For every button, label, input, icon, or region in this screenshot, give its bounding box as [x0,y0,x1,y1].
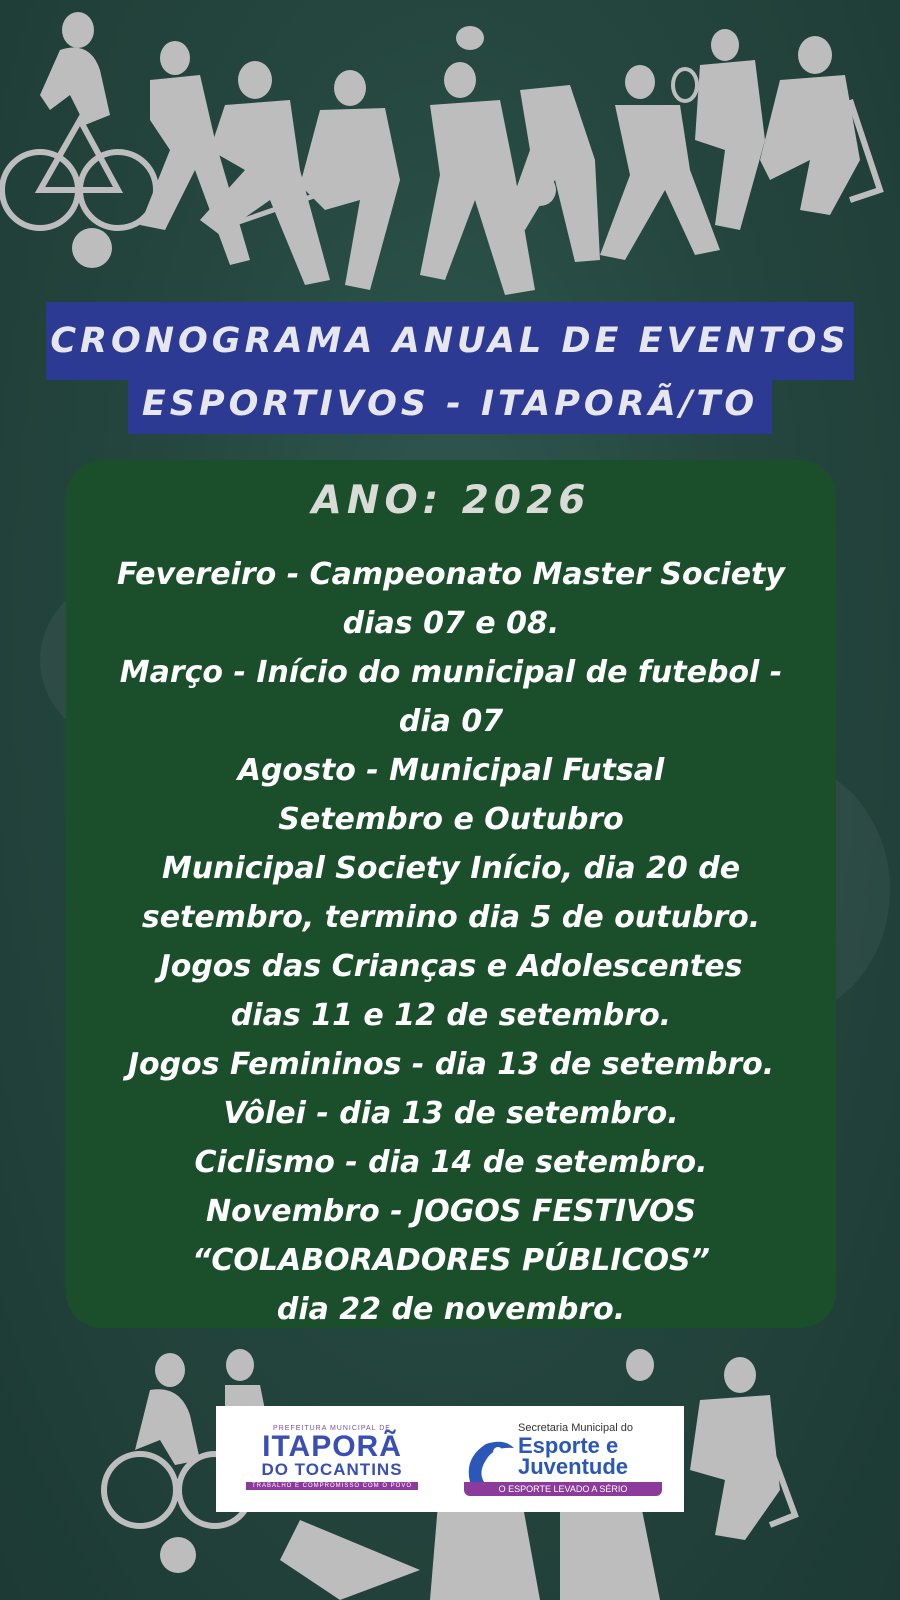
schedule-line: Novembro - JOGOS FESTIVOS [206,1194,696,1229]
schedule-line: setembro, termino dia 5 de outubro. [141,900,761,935]
secretaria-small-text: Secretaria Municipal do [518,1422,633,1434]
schedule-line: Ciclismo - dia 14 de setembro. [194,1145,708,1180]
schedule-line: Agosto - Municipal Futsal [237,753,665,788]
schedule-line: dia 22 de novembro. [276,1292,626,1327]
schedule-line: Fevereiro - Campeonato Master Society [117,557,785,592]
itapora-subname: DO TOCANTINS [261,1460,403,1479]
itapora-tagline: TRABALHO E COMPROMISSO COM O POVO [246,1482,418,1490]
schedule-line: dias 11 e 12 de setembro. [230,998,672,1033]
schedule-line: Vôlei - dia 13 de setembro. [223,1096,679,1131]
secretaria-name-line-1: Esporte e [518,1433,619,1458]
schedule-line: Jogos das Crianças e Adolescentes [159,949,743,984]
itapora-logo [246,1424,418,1496]
secretaria-text [518,1422,668,1477]
year-label: ANO: 2026 [311,478,591,523]
itapora-name: ITAPORÃ [262,1430,402,1463]
secretaria-tagline: O ESPORTE LEVADO A SÉRIO [464,1482,662,1496]
title-line-2: ESPORTIVOS - ITAPORÃ/TO [128,376,772,434]
title-line-1: CRONOGRAMA ANUAL DE EVENTOS [46,302,854,380]
schedule-line: dia 07 [398,704,504,739]
schedule-line: Março - Início do municipal de futebol - [119,655,783,690]
secretaria-name-line-2: Juventude [518,1454,629,1479]
schedule-line: Municipal Society Início, dia 20 de [161,851,741,886]
secretaria-logo [464,1422,669,1498]
schedule-line: dias 07 e 08. [342,606,560,641]
itapora-small-text: PREFEITURA MUNICIPAL DE [273,1425,391,1432]
schedule-line: “COLABORADORES PÚBLICOS” [192,1243,710,1278]
schedule-line: Setembro e Outubro [278,802,624,837]
schedule-line: Jogos Femininos - dia 13 de setembro. [127,1047,775,1082]
sponsor-logos [216,1406,684,1512]
schedule-card [66,460,836,1328]
runner-icon [464,1438,516,1484]
athlete-silhouettes-top [0,0,900,300]
